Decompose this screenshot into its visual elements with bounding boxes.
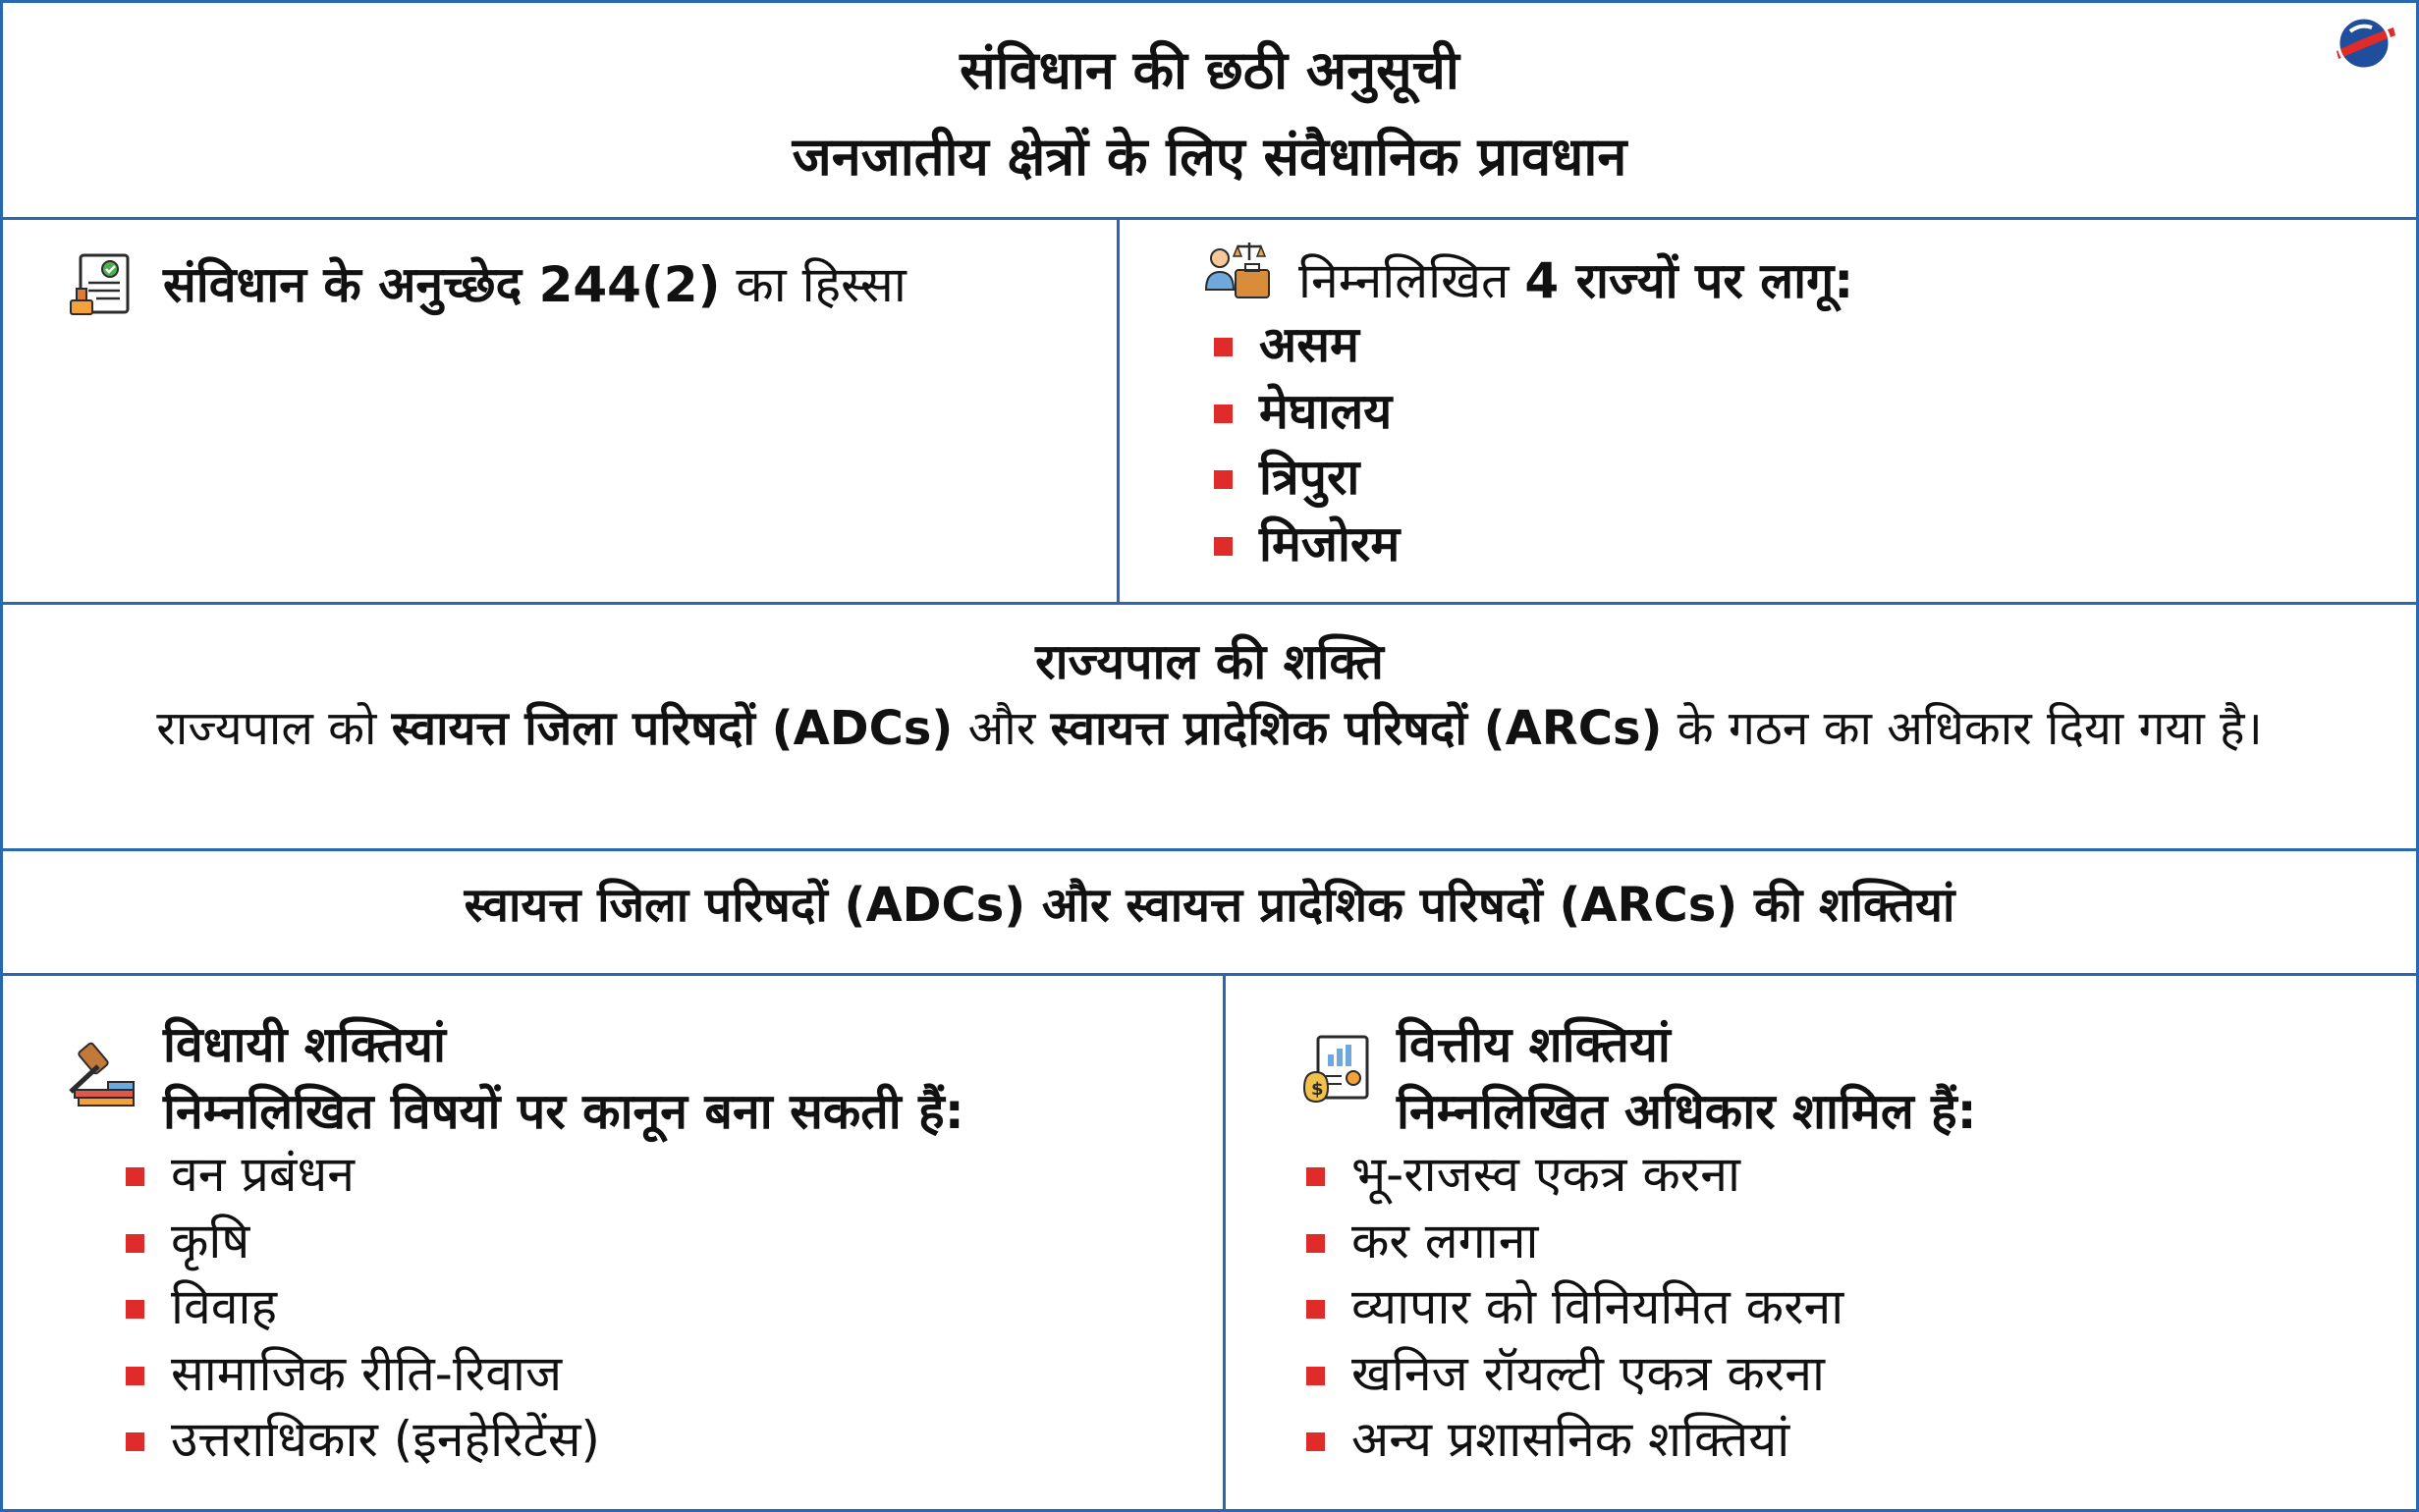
- legislative-item: वन प्रबंधन: [126, 1142, 600, 1209]
- powers-heading: स्वायत्त जिला परिषदों (ADCs) और स्वायत्त प्रादेशिक परिषदों (ARCs) की शक्तियां: [464, 878, 1955, 933]
- finance-report-icon: [1300, 1033, 1371, 1106]
- governor-heading: राज्यपाल की शक्ति: [1035, 633, 1384, 690]
- page-title: [0, 27, 2419, 200]
- states-intro-normal: निम्नलिखित: [1298, 252, 1525, 309]
- state-item: मेघालय: [1214, 379, 1400, 446]
- bullet-square: [1214, 470, 1233, 489]
- gavel-books-icon: [65, 1039, 139, 1109]
- bullet-square: [126, 1367, 144, 1385]
- bullet-square: [1214, 405, 1233, 423]
- bullet-square: [126, 1167, 144, 1186]
- financial-title: वित्तीय शक्तियां: [1397, 1016, 1671, 1073]
- logo-globe-icon: [2331, 10, 2397, 77]
- bullet-square: [1306, 1167, 1325, 1186]
- financial-item: खनिज रॉयल्टी एकत्र करना: [1306, 1341, 1843, 1408]
- divider-after-title: [0, 217, 2419, 220]
- article-text-bold: संविधान के अनुच्छेद 244(2): [163, 256, 721, 313]
- legislative-list: [126, 1142, 600, 1474]
- financial-item: भू-राजस्व एकत्र करना: [1306, 1142, 1843, 1209]
- legislative-item: विवाह: [126, 1274, 600, 1341]
- divider-legislative-financial: [1223, 973, 1226, 1512]
- bullet-square: [1306, 1234, 1325, 1253]
- states-intro: [1298, 247, 1853, 314]
- bullet-square: [1214, 537, 1233, 556]
- financial-item: अन्य प्रशासनिक शक्तियां: [1306, 1407, 1843, 1474]
- legislative-subtitle: निम्नलिखित विषयों पर कानून बना सकती हैं:: [163, 1083, 964, 1140]
- title-line-2: जनजातीय क्षेत्रों के लिए संवैधानिक प्रावधान: [792, 126, 1627, 188]
- certificate-document-icon: [67, 251, 137, 318]
- scales-briefcase-icon: [1200, 239, 1273, 303]
- divider-after-governor: [0, 848, 2419, 851]
- legislative-item: सामाजिक रीति-रिवाज: [126, 1341, 600, 1408]
- states-list: [1214, 312, 1400, 577]
- state-item: मिजोरम: [1214, 512, 1400, 578]
- bullet-square: [1306, 1432, 1325, 1451]
- bullet-square: [126, 1300, 144, 1319]
- bullet-square: [126, 1432, 144, 1451]
- svg-text:$: $: [1311, 1079, 1324, 1100]
- state-item: असम: [1214, 312, 1400, 379]
- divider-after-powers-heading: [0, 973, 2419, 976]
- bullet-square: [1306, 1300, 1325, 1319]
- divider-article-states: [1117, 217, 1120, 603]
- financial-subtitle: निम्नलिखित अधिकार शामिल हैं:: [1397, 1083, 1977, 1140]
- financial-item: व्यापार को विनियमित करना: [1306, 1274, 1843, 1341]
- divider-after-states: [0, 602, 2419, 605]
- governor-text: राज्यपाल को स्वायत्त जिला परिषदों (ADCs) और स्वायत्त प्रादेशिक परिषदों (ARCs) के गठन का अधिकार दिया गया है।: [156, 701, 2263, 756]
- legislative-item: कृषि: [126, 1209, 600, 1275]
- financial-list: [1306, 1142, 1843, 1474]
- article-text-normal: का हिस्सा: [720, 256, 907, 313]
- legislative-title: विधायी शक्तियां: [163, 1016, 447, 1073]
- states-intro-bold: 4 राज्यों पर लागू:: [1524, 252, 1854, 309]
- state-item: त्रिपुरा: [1214, 445, 1400, 512]
- bullet-square: [1306, 1367, 1325, 1385]
- article-text: [163, 251, 907, 318]
- financial-item: कर लगाना: [1306, 1209, 1843, 1275]
- bullet-square: [1214, 338, 1233, 356]
- legislative-item: उत्तराधिकार (इनहेरिटेंस): [126, 1407, 600, 1474]
- bullet-square: [126, 1234, 144, 1253]
- title-line-1: संविधान की छठी अनुसूची: [960, 39, 1459, 101]
